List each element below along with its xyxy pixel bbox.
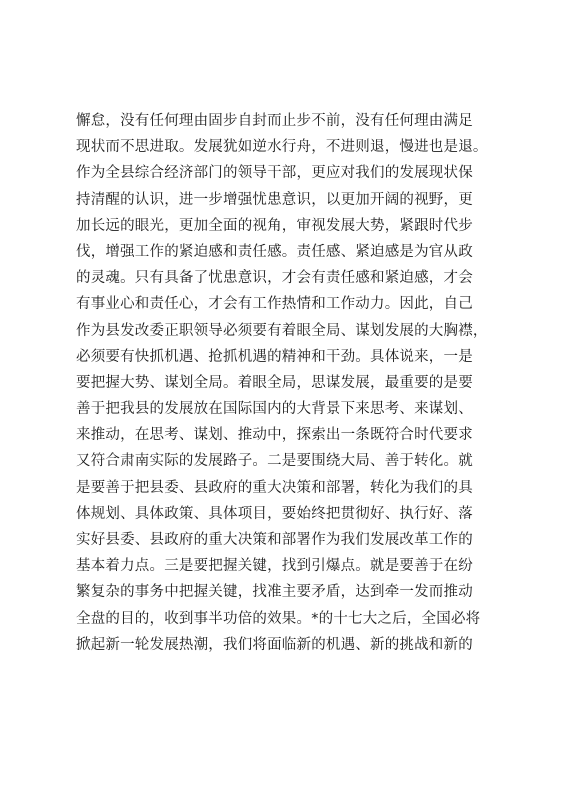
text-line: 掀起新一轮发展热潮，我们将面临新的机遇、新的挑战和新的 [76, 636, 473, 653]
text-line: 要把握大势、谋划全局。着眼全局，思谋发展，最重要的是要 [76, 374, 473, 391]
text-line: 是要善于把县委、县政府的重大决策和部署，转化为我们的具 [76, 479, 473, 496]
body-text [76, 108, 504, 658]
text-line: 必须要有快抓机遇、抢抓机遇的精神和干劲。具体说来，一是 [76, 348, 473, 365]
text-line: 加长远的眼光，更加全面的视角，审视发展大势，紧跟时代步 [76, 217, 473, 234]
text-line: 又符合肃南实际的发展路子。二是要围绕大局、善于转化。就 [76, 453, 473, 470]
text-line: 善于把我县的发展放在国际国内的大背景下来思考、来谋划、 [76, 401, 473, 418]
text-line: 基本着力点。三是要把握关键，找到引爆点。就是要善于在纷 [76, 558, 473, 575]
text-line: 有事业心和责任心，才会有工作热情和工作动力。因此，自己 [76, 296, 473, 313]
text-line: 现状而不思进取。发展犹如逆水行舟，不进则退，慢进也是退。 [76, 139, 488, 156]
text-line: 繁复杂的事务中把握关键，找准主要矛盾，达到牵一发而推动 [76, 584, 473, 601]
text-line: 作为全县综合经济部门的领导干部，更应对我们的发展现状保 [76, 165, 473, 182]
text-line: 全盘的目的，收到事半功倍的效果。*的十七大之后，全国必将 [76, 610, 481, 627]
text-line: 懈怠，没有任何理由固步自封而止步不前，没有任何理由满足 [76, 113, 473, 129]
text-line: 来推动，在思考、谋划、推动中，探索出一条既符合时代要求 [76, 427, 473, 444]
text-line: 实好县委、县政府的重大决策和部署作为我们发展改革工作的 [76, 532, 473, 548]
text-line: 体规划、具体政策、具体项目，要始终把贯彻好、执行好、落 [76, 505, 473, 522]
text-line: 作为县发改委正职领导必须要有着眼全局、谋划发展的大胸襟， [76, 322, 488, 339]
text-line: 的灵魂。只有具备了忧患意识，才会有责任感和紧迫感，才会 [76, 270, 473, 287]
text-line: 持清醒的认识，进一步增强忧患意识，以更加开阔的视野，更 [76, 191, 473, 208]
text-line: 伐，增强工作的紧迫感和责任感。责任感、紧迫感是为官从政 [76, 243, 473, 260]
